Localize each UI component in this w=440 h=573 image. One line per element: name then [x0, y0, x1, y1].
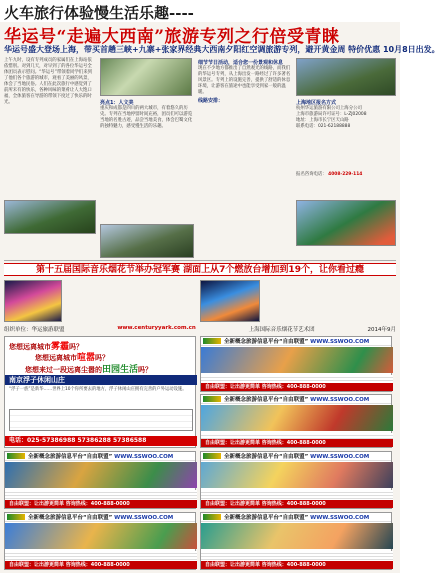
- sponsor-line: [4, 325, 396, 333]
- article-text: 现在不少地方都推出了自然观光的线路，而我们的华运号专列，从上海出发一路经过了许多著名风景区。专列上的设施完善，提供了舒适的休息环境，让游客在旅途中也能享受到家一般的温暖。: [198, 66, 291, 95]
- ad-banner-image: [5, 523, 197, 549]
- travel-ad-6[interactable]: [200, 512, 392, 570]
- sponsor-date: 2014年9月: [367, 327, 396, 333]
- fireworks-article-left: [66, 280, 196, 322]
- ad-question-1: 您想远离城市雾霾吗？: [9, 342, 84, 352]
- brand-logo-icon: [203, 338, 221, 344]
- section-heading: 线路安排：: [198, 98, 224, 104]
- fireworks-photo: [4, 280, 62, 322]
- ad-footer[interactable]: 自由联盟：让出游更简单 咨询热线：400-888-0000: [201, 439, 393, 447]
- sponsor-left: 组织单位：华运旅游联盟: [4, 327, 65, 333]
- resort-description: “浮子一族”是新华……世界上10个你所要去的地方，浮子休闲山庄拥有完善的户外运动设施。: [9, 387, 187, 392]
- fireworks-headline: 第十五届国际音乐烟花节举办冠军赛 湖面上从7个燃放台增加到19个，让你看过瘾: [4, 263, 396, 276]
- ad-question-3: 您想来过一段远离尘嚣的田园生活吗？: [25, 365, 153, 375]
- travel-ad-2[interactable]: [200, 394, 392, 448]
- resort-ad[interactable]: [4, 336, 196, 448]
- travel-ad-5[interactable]: [4, 512, 196, 570]
- article-column-4: [296, 98, 396, 170]
- ad-header: 全新概念旅游信息平台“自由联盟” WWW.SSWOO.COM: [5, 452, 195, 461]
- travel-ad-4[interactable]: [200, 451, 392, 509]
- sponsor-url[interactable]: www.centuryyark.com.cn: [117, 325, 196, 331]
- brand-logo-icon: [7, 514, 25, 520]
- contact-block: [296, 172, 396, 198]
- article-column-3: [198, 58, 292, 258]
- main-headline: 华运号“走遍大西南”旅游专列之行倍受青睐: [4, 27, 340, 47]
- sponsor-right: 上海国际音乐烟花节艺术团: [248, 327, 315, 333]
- ad-footer[interactable]: 自由联盟：让出游更简单 咨询热线：400-888-0000: [201, 500, 393, 508]
- resort-name: 南京浮子休闲山庄: [5, 375, 197, 385]
- article-text: 杭州华运旅游有限公司上海分公司 上海市旅游局许可证号：L-ZJ02008 地址：上海市长宁区天山路 联系电话：021-62188888: [296, 106, 367, 129]
- ad-question-2: 您想远离城市喧嚣吗？: [35, 353, 110, 363]
- resort-phone[interactable]: 电话：025-57386988 57386288 57386588: [5, 436, 197, 446]
- ad-banner-image: [201, 347, 393, 373]
- fireworks-article-right: [264, 280, 396, 322]
- scenic-photo: [296, 58, 396, 96]
- section-heading: 亮点1：人文美: [100, 100, 134, 106]
- ad-listing: [5, 551, 197, 561]
- ad-header: 全新概念旅游信息平台“自由联盟” WWW.SSWOO.COM: [201, 337, 391, 346]
- ad-banner-image: [201, 462, 393, 488]
- valley-photo: [100, 224, 194, 258]
- ad-header: 全新概念旅游信息平台“自由联盟” WWW.SSWOO.COM: [201, 452, 391, 461]
- lake-photo: [296, 200, 396, 246]
- travel-ad-1[interactable]: [200, 336, 392, 392]
- fireworks-photo-2: [200, 280, 260, 322]
- ad-footer[interactable]: 自由联盟：让出游更简单 咨询热线：400-888-0000: [5, 561, 197, 569]
- ad-footer[interactable]: 自由联盟：让出游更简单 咨询热线：400-888-0000: [201, 561, 393, 569]
- brand-logo-icon: [203, 514, 221, 520]
- ad-listing: [201, 551, 393, 561]
- brand-logo-icon: [7, 453, 25, 459]
- karst-mountain-photo: [100, 58, 192, 96]
- contact-phone: 4008-229-114: [328, 172, 363, 177]
- brand-logo-icon: [203, 396, 221, 402]
- contact-label: 报名咨询电话：: [296, 172, 327, 177]
- ad-header: 全新概念旅游信息平台“自由联盟” WWW.SSWOO.COM: [5, 513, 195, 522]
- section-heading: 细节节日活动，适合您一份景观和休息: [198, 60, 284, 66]
- ad-listing: [5, 490, 197, 500]
- article-text: 重庆和成都是四川的两大城市，有着悠久的历史。专列在当地停留时间充裕，团员们可以游览当地的名胜古迹，品尝当地美食，体会巴蜀文化的独特魅力，感受慢生活的乐趣。: [100, 106, 193, 129]
- ad-banner-image: [201, 523, 393, 549]
- article-text: 上午九时，设有专列成员的家属们在上海站依依惜别。对到几天，对早到了的各位华运号全体团员表示慰问。“华运号”带领着同学们来到了他们各个旅游的城市，观看了美丽的风景，体会了当地民俗。人们在此次旅行中感觉到了前所未有的快乐，各种风味的菜肴让人大饱口福，全体旅客在导游的带领下度过了快乐的时光。: [4, 58, 92, 105]
- resort-price-table: [9, 409, 193, 431]
- page-header: [0, 0, 400, 22]
- page-title: 火车旅行体验慢生活乐趣----: [4, 4, 194, 22]
- ad-listing: [201, 490, 393, 500]
- ad-banner-image: [5, 462, 197, 488]
- ad-header: 全新概念旅游信息平台“自由联盟” WWW.SSWOO.COM: [201, 395, 391, 404]
- mountain-photo: [4, 200, 96, 234]
- divider: [4, 260, 396, 261]
- ad-footer[interactable]: 自由联盟：让出游更简单 咨询热线：400-888-0000: [201, 383, 393, 391]
- ad-header: 全新概念旅游信息平台“自由联盟” WWW.SSWOO.COM: [201, 513, 391, 522]
- sub-headline: 华运号盛大登场上海，带买首趟三峡+九寨+张家界经典大西南夕阳红空调旅游专列，避开黄金周 特价优惠 10月8日出发。: [4, 45, 440, 54]
- section-heading: 上海地区报名方式: [296, 100, 337, 106]
- travel-ad-3[interactable]: [4, 451, 196, 509]
- ad-banner-image: [201, 405, 393, 431]
- ad-footer[interactable]: 自由联盟：让出游更简单 咨询热线：400-888-0000: [5, 500, 197, 508]
- brand-logo-icon: [203, 453, 221, 459]
